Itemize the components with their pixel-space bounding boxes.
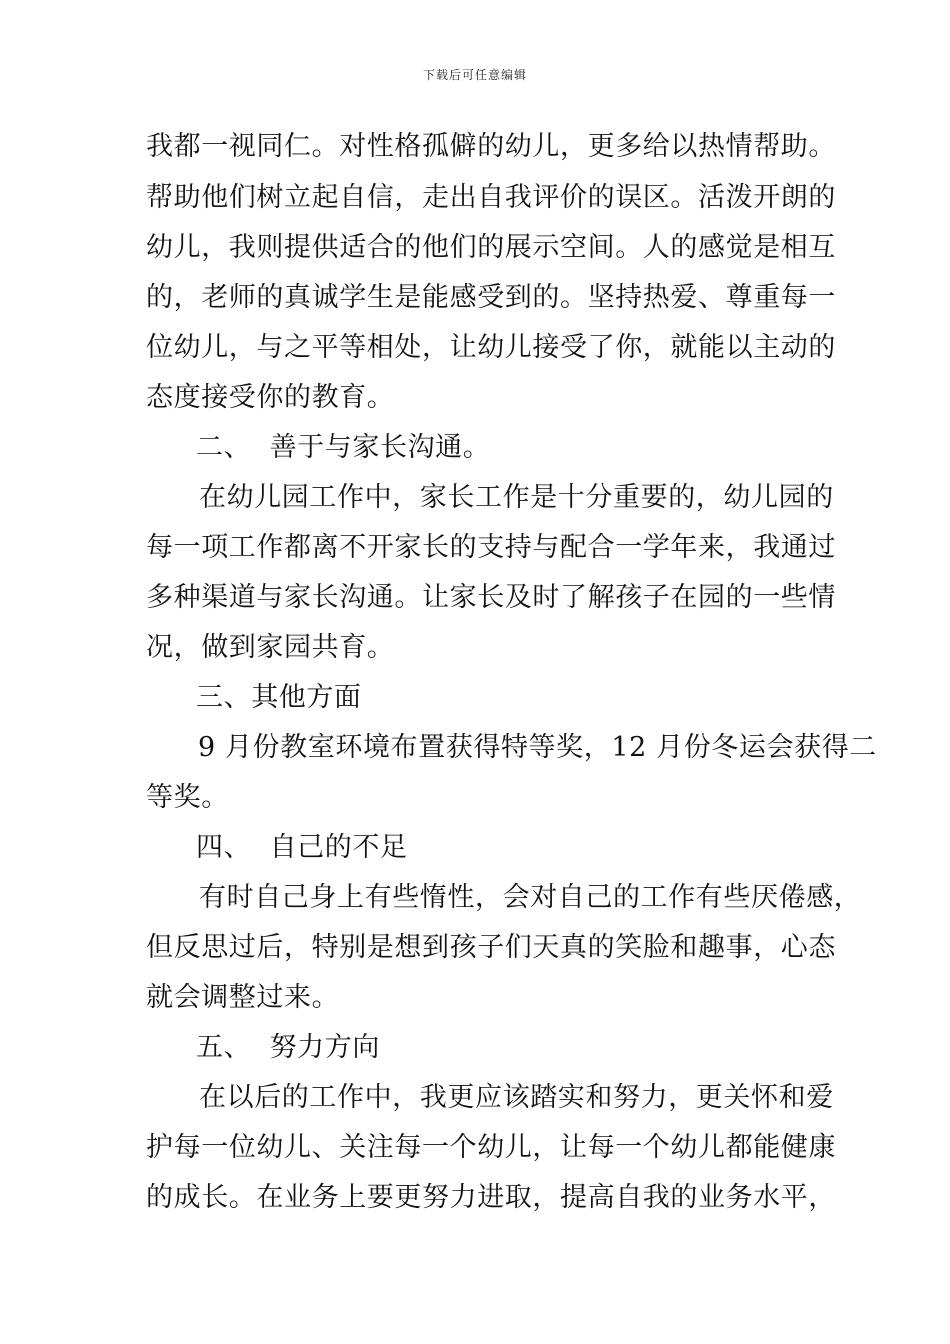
body-line: 的，老师的真诚学生是能感受到的。坚持热爱、尊重每一 [146,282,836,313]
body-line: 幼儿，我则提供适合的他们的展示空间。人的感觉是相互 [146,232,836,263]
body-line: 但反思过后，特别是想到孩子们天真的笑脸和趣事，心态 [146,932,836,963]
body-line: 况，做到家园共育。 [146,632,395,663]
body-line: 就会调整过来。 [146,982,340,1013]
body-line: 的成长。在业务上要更努力进取，提高自我的业务水平， [146,1182,836,1213]
section-heading-2: 二、 善于与家长沟通。 [196,432,491,463]
body-line: 态度接受你的教育。 [146,382,395,413]
body-line: 在幼儿园工作中，家长工作是十分重要的，幼儿园的 [199,482,834,513]
body-line: 我都一视同仁。对性格孤僻的幼儿，更多给以热情帮助。 [146,131,836,162]
section-heading-4: 四、 自己的不足 [196,832,408,863]
body-line: 帮助他们树立起自信，走出自我评价的误区。活泼开朗的 [146,182,836,213]
body-line: 位幼儿，与之平等相处，让幼儿接受了你，就能以主动的 [146,332,836,363]
body-line: 每一项工作都离不开家长的支持与配合一学年来，我通过 [146,532,836,563]
section-heading-3: 三、其他方面 [196,682,362,713]
body-line: 在以后的工作中，我更应该踏实和努力，更关怀和爱 [199,1082,834,1113]
body-line: 等奖。 [146,782,229,813]
page-header: 下载后可任意编辑 [422,68,527,82]
body-line: 护每一位幼儿、关注每一个幼儿，让每一个幼儿都能健康 [146,1132,836,1163]
section-heading-5: 五、 努力方向 [196,1032,380,1063]
body-line: 多种渠道与家长沟通。让家长及时了解孩子在园的一些情 [146,582,836,613]
body-line: 9 月份教室环境布置获得特等奖，12 月份冬运会获得二 [198,732,877,763]
body-line: 有时自己身上有些惰性，会对自己的工作有些厌倦感， [199,882,862,913]
